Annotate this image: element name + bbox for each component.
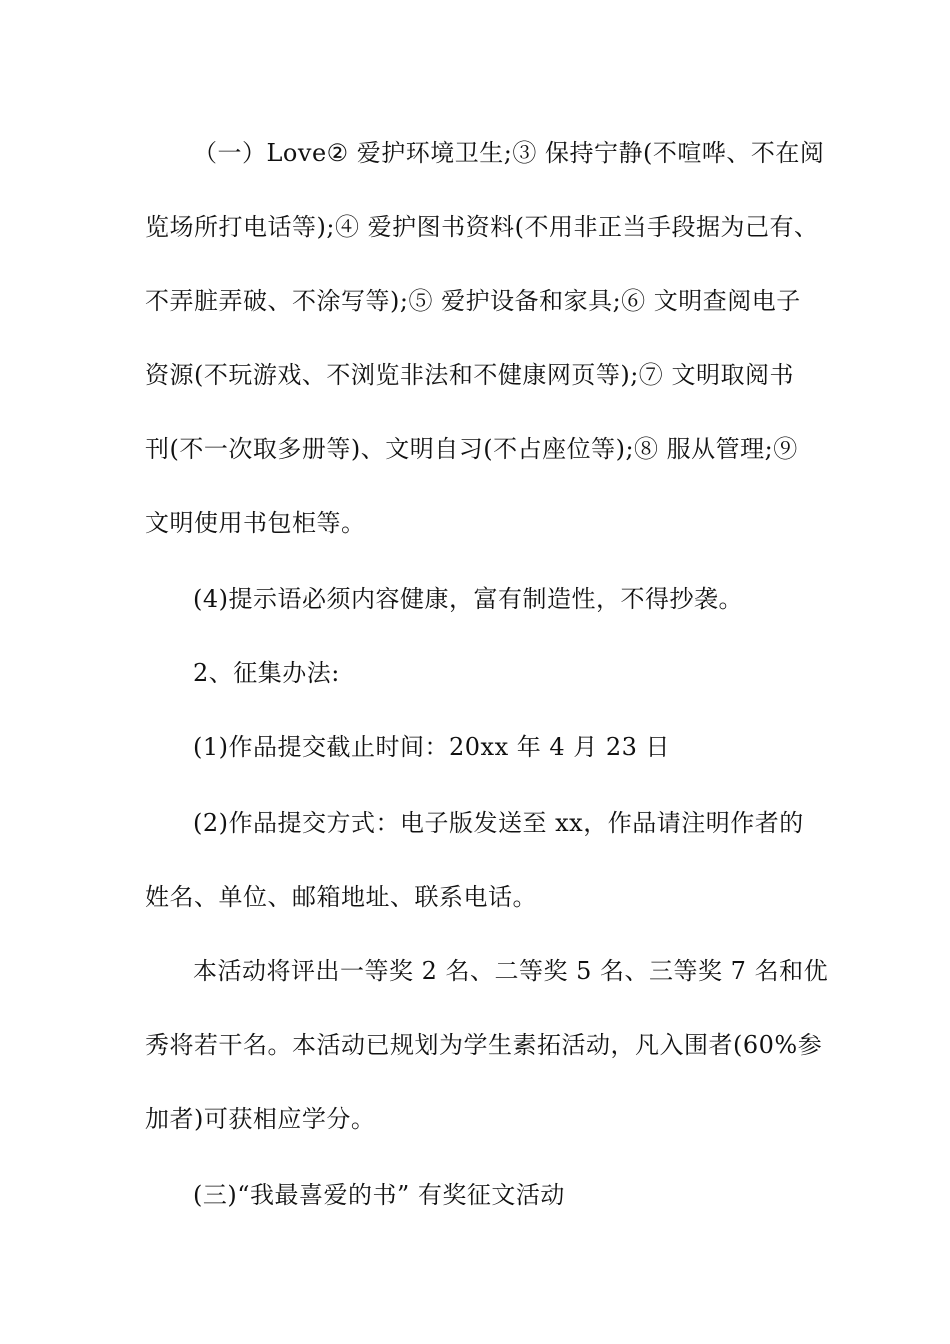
paragraph-line-2: 览场所打电话等);④ 爱护图书资料(不用非正当手段据为己有、 bbox=[145, 213, 819, 241]
section-heading-collection-method: 2、征集办法: bbox=[193, 659, 340, 687]
awards-line-2: 秀将若干名。本活动已规划为学生素拓活动，凡入围者(60%参 bbox=[145, 1031, 823, 1059]
submission-method-line-2: 姓名、单位、邮箱地址、联系电话。 bbox=[145, 883, 537, 911]
paragraph-line-1: （一）Love② 爱护环境卫生;③ 保持宁静(不喧哗、不在阅 bbox=[193, 139, 825, 167]
paragraph-line-3: 不弄脏弄破、不涂写等);⑤ 爱护设备和家具;⑥ 文明查阅电子 bbox=[145, 287, 801, 315]
awards-line-1: 本活动将评出一等奖 2 名、二等奖 5 名、三等奖 7 名和优 bbox=[193, 957, 829, 985]
paragraph-line-4: 资源(不玩游戏、不浏览非法和不健康网页等);⑦ 文明取阅书 bbox=[145, 361, 794, 389]
awards-line-3: 加者)可获相应学分。 bbox=[145, 1105, 376, 1133]
paragraph-line-6: 文明使用书包柜等。 bbox=[145, 509, 366, 537]
deadline-item: (1)作品提交截止时间：20xx 年 4 月 23 日 bbox=[193, 733, 671, 761]
paragraph-line-5: 刊(不一次取多册等)、文明自习(不占座位等);⑧ 服从管理;⑨ bbox=[145, 435, 798, 463]
requirement-item-4: (4)提示语必须内容健康，富有制造性，不得抄袭。 bbox=[193, 585, 743, 613]
submission-method-line-1: (2)作品提交方式：电子版发送至 xx，作品请注明作者的 bbox=[193, 809, 804, 837]
section-heading-essay-contest: (三)“我最喜爱的书” 有奖征文活动 bbox=[193, 1181, 565, 1209]
